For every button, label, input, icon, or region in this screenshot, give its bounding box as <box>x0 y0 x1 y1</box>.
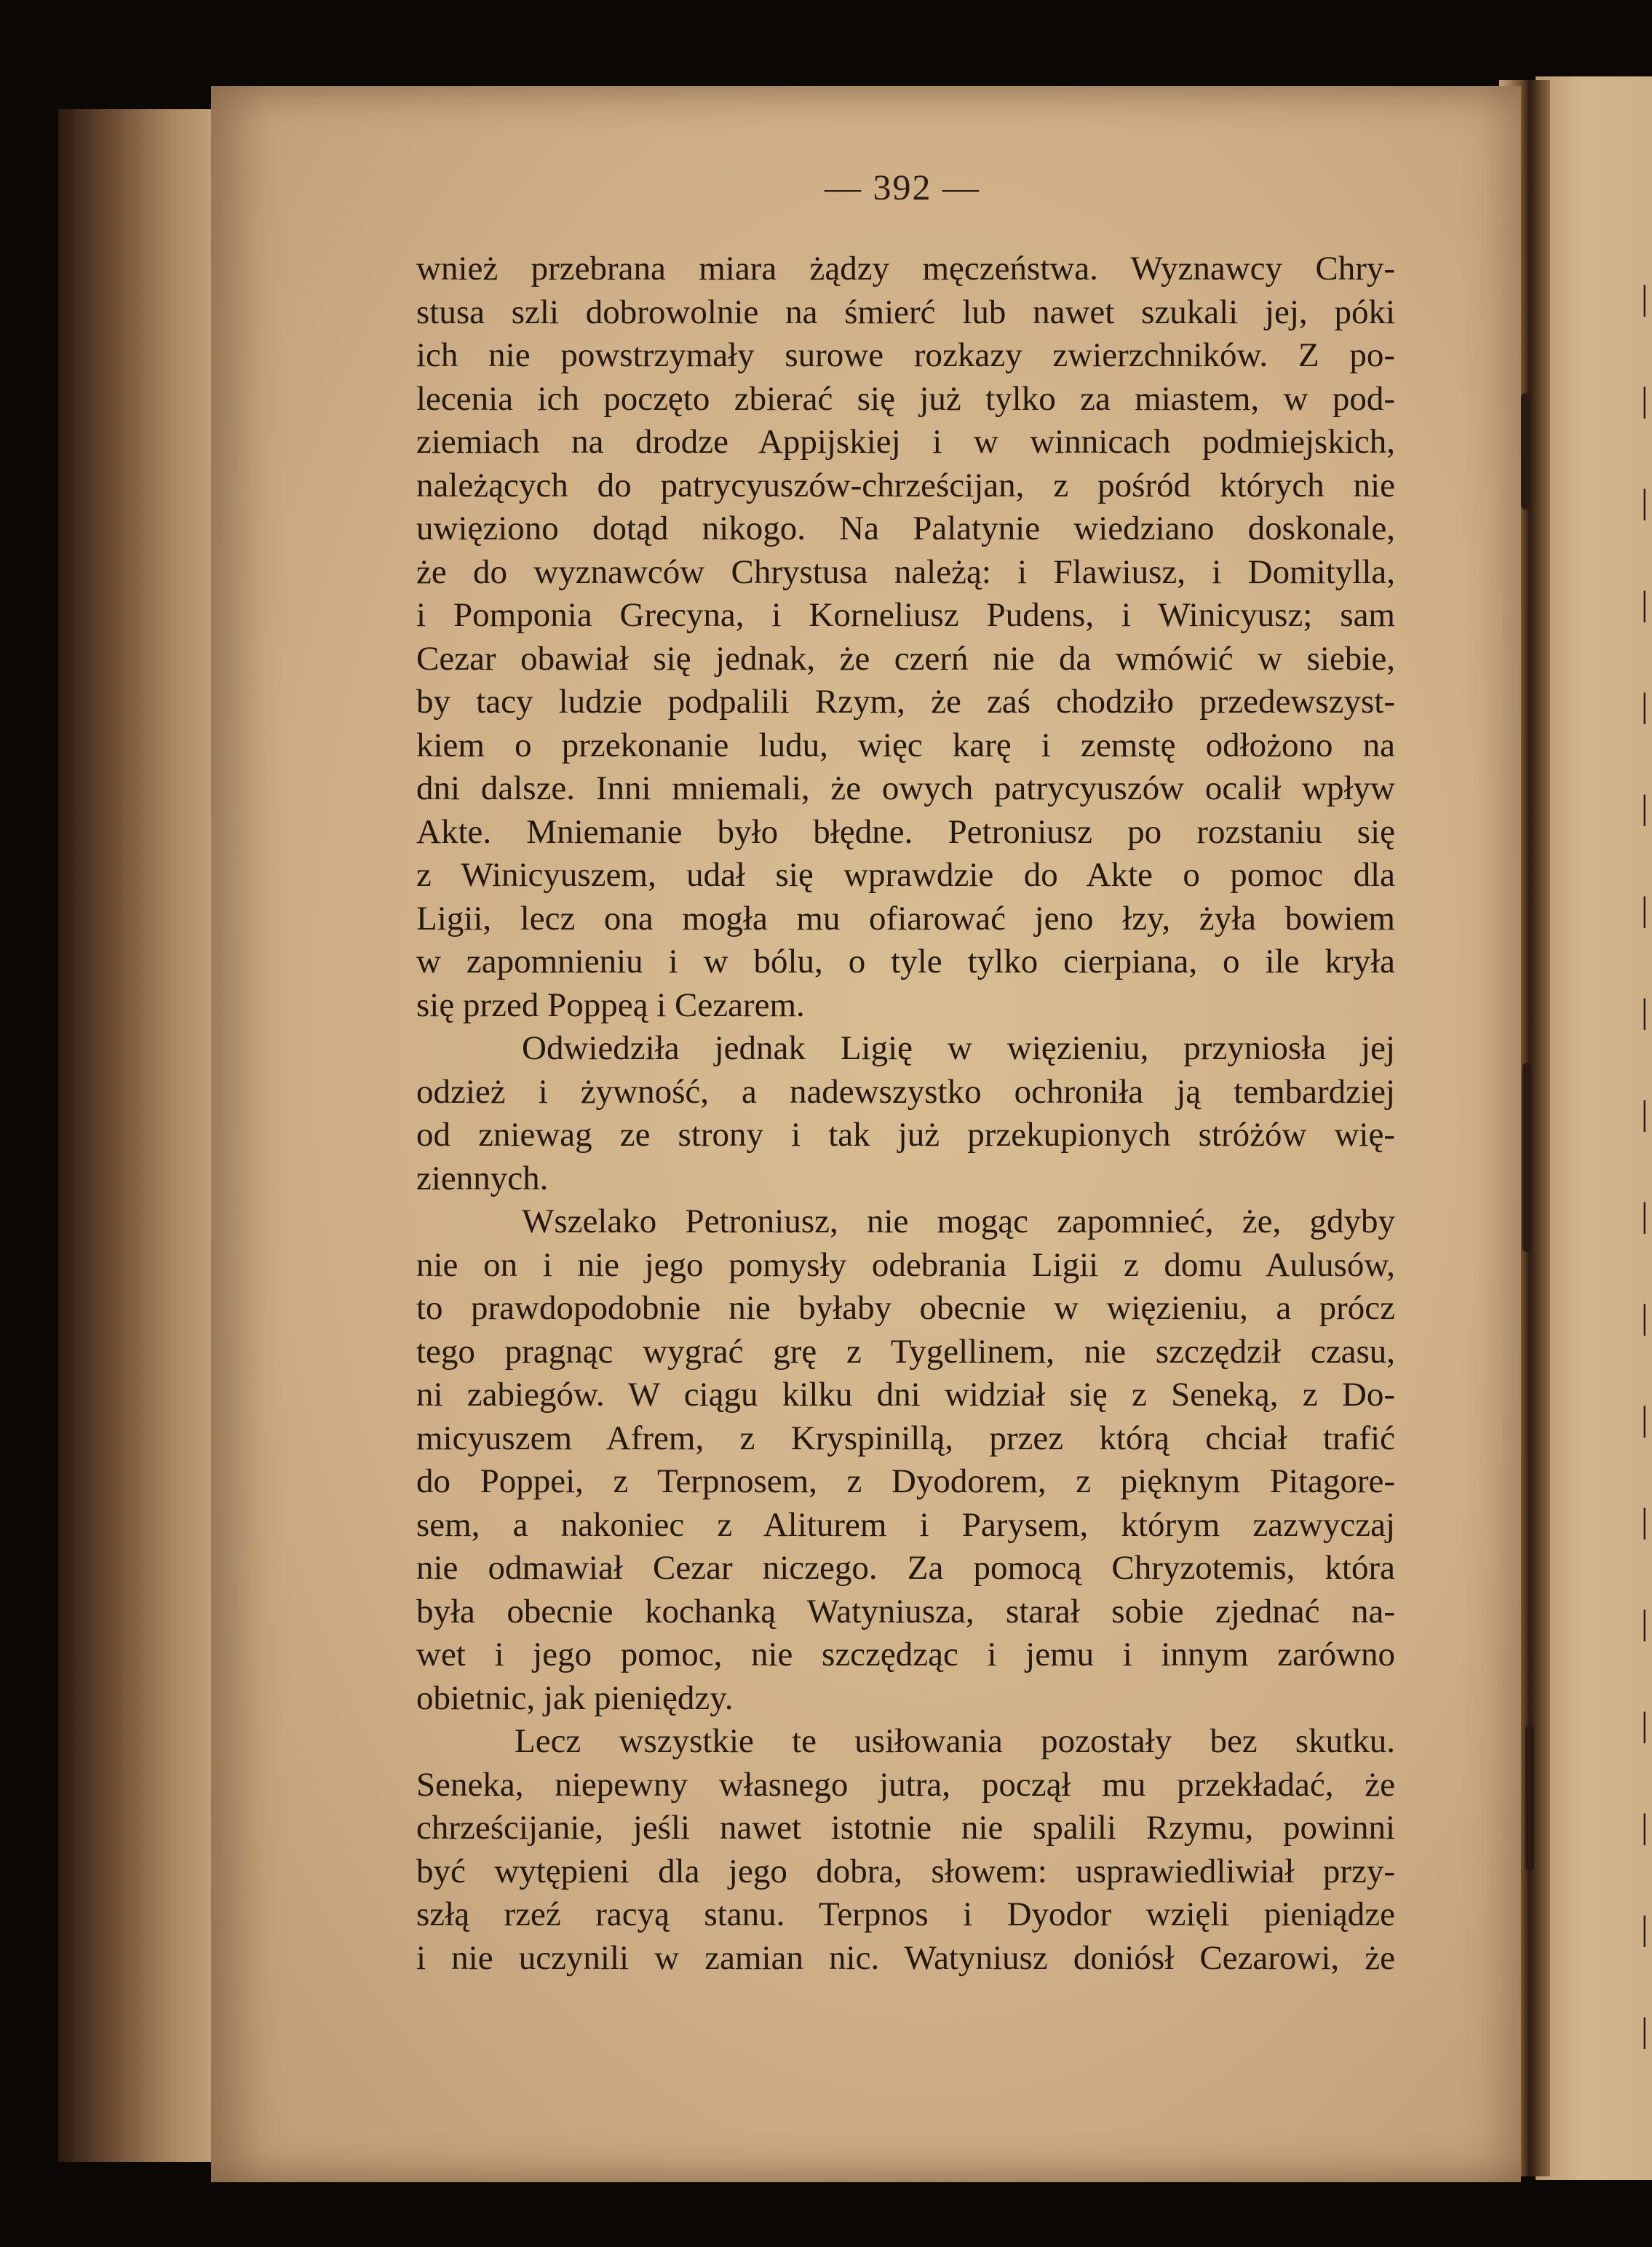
text-line: to prawdopodobnie nie byłaby obecnie w więzieniu, a prócz <box>416 1289 1395 1327</box>
text-line: ich nie powstrzymały surowe rozkazy zwierzchników. Z po- <box>416 336 1395 374</box>
text-line: lecenia ich poczęto zbierać się już tylko za miastem, w pod- <box>416 379 1395 418</box>
text-line: obietnic, jak pieniędzy. <box>416 1679 734 1717</box>
text-line: stusa szli dobrowolnie na śmierć lub nawet szukali jej, póki <box>416 293 1395 331</box>
text-line: i nie uczynili w zamian nic. Watyniusz doniósł Cezarowi, że <box>416 1938 1395 1977</box>
book-spine-edge <box>58 109 218 2162</box>
text-line: należących do patrycyuszów-chrześcijan, z pośród których nie <box>416 466 1395 504</box>
text-line: do Poppei, z Terpnosem, z Dyodorem, z pięknym Pitagore- <box>416 1462 1395 1500</box>
text-line: ziennych. <box>416 1159 549 1197</box>
text-line: Lecz wszystkie te usiłowania pozostały bez skutku. <box>515 1722 1395 1760</box>
text-line: się przed Poppeą i Cezarem. <box>416 986 805 1024</box>
text-line: nie on i nie jego pomysły odebrania Ligii z domu Aulusów, <box>416 1245 1395 1284</box>
text-line: była obecnie kochanką Watyniusza, starał sobie zjednać na- <box>416 1592 1395 1630</box>
text-line: Ligii, lecz ona mogła mu ofiarować jeno łzy, żyła bowiem <box>416 899 1395 938</box>
facing-page-edge <box>1536 76 1652 2180</box>
text-line: Cezar obawiał się jednak, że czerń nie da wmówić w siebie, <box>416 639 1395 678</box>
text-line: sem, a nakoniec z Aliturem i Parysem, którym zazwyczaj <box>416 1505 1395 1544</box>
text-line: wnież przebrana miara żądzy męczeństwa. Wyznawcy Chry- <box>416 250 1395 288</box>
binding-thread <box>1521 393 1530 510</box>
text-line: ni zabiegów. W ciągu kilku dni widział się z Seneką, z Do- <box>416 1376 1395 1414</box>
text-line: Akte. Mniemanie było błędne. Petroniusz po rozstaniu się <box>416 812 1395 851</box>
text-line: nie odmawiał Cezar niczego. Za pomocą Chryzotemis, która <box>416 1549 1395 1587</box>
text-line: że do wyznawców Chrystusa należą: i Flawiusz, i Domitylla, <box>416 552 1395 591</box>
text-line: odzież i żywność, a nadewszystko ochroniła ją tembardziej <box>416 1072 1395 1111</box>
text-line: by tacy ludzie podpalili Rzym, że zaś chodziło przedewszyst- <box>416 683 1395 721</box>
binding-thread <box>1525 1725 1534 1871</box>
page-body-text <box>416 247 1395 1980</box>
text-line: uwięziono dotąd nikogo. Na Palatynie wiedziano doskonale, <box>416 510 1395 547</box>
text-line: z Winicyuszem, udał się wprawdzie do Akte o pomoc dla <box>416 856 1395 894</box>
text-line: Wszelako Petroniusz, nie mogąc zapomnieć, że, gdyby <box>522 1202 1395 1240</box>
binding-thread <box>1522 1063 1531 1252</box>
facing-page-text-fragment: | | | | | | | | | | | | | | | | | | <box>1641 279 1648 2050</box>
text-line: micyuszem Afrem, z Kryspinillą, przez którą chciał trafić <box>416 1419 1395 1457</box>
text-line: tego pragnąc wygrać grę z Tygellinem, nie szczędził czasu, <box>416 1332 1395 1371</box>
text-line: wet i jego pomoc, nie szczędząc i jemu i innym zarówno <box>416 1636 1395 1673</box>
text-line: szłą rzeź racyą stanu. Terpnos i Dyodor wzięli pieniądze <box>416 1895 1395 1933</box>
text-line: dni dalsze. Inni mniemali, że owych patrycyuszów ocalił wpływ <box>416 769 1395 807</box>
page-number-header: — 392 — <box>825 167 980 207</box>
text-line: ziemiach na drodze Appijskiej i w winnicach podmiejskich, <box>416 423 1395 461</box>
text-line: od zniewag ze strony i tak już przekupionych stróżów wię- <box>416 1116 1395 1154</box>
text-line: w zapomnieniu i w bólu, o tyle tylko cierpiana, o ile kryła <box>416 943 1395 980</box>
text-line: chrześcijanie, jeśli nawet istotnie nie spalili Rzymu, powinni <box>416 1809 1395 1847</box>
text-line: być wytępieni dla jego dobra, słowem: usprawiedliwiał przy- <box>416 1852 1395 1890</box>
text-line: i Pomponia Grecyna, i Korneliusz Pudens, i Winicyusz; sam <box>416 596 1395 634</box>
text-line: Odwiedziła jednak Ligię w więzieniu, przyniosła jej <box>522 1029 1395 1067</box>
text-line: Seneka, niepewny własnego jutra, począł mu przekładać, że <box>416 1765 1395 1804</box>
text-line: kiem o przekonanie ludu, więc karę i zemstę odłożono na <box>416 726 1395 764</box>
